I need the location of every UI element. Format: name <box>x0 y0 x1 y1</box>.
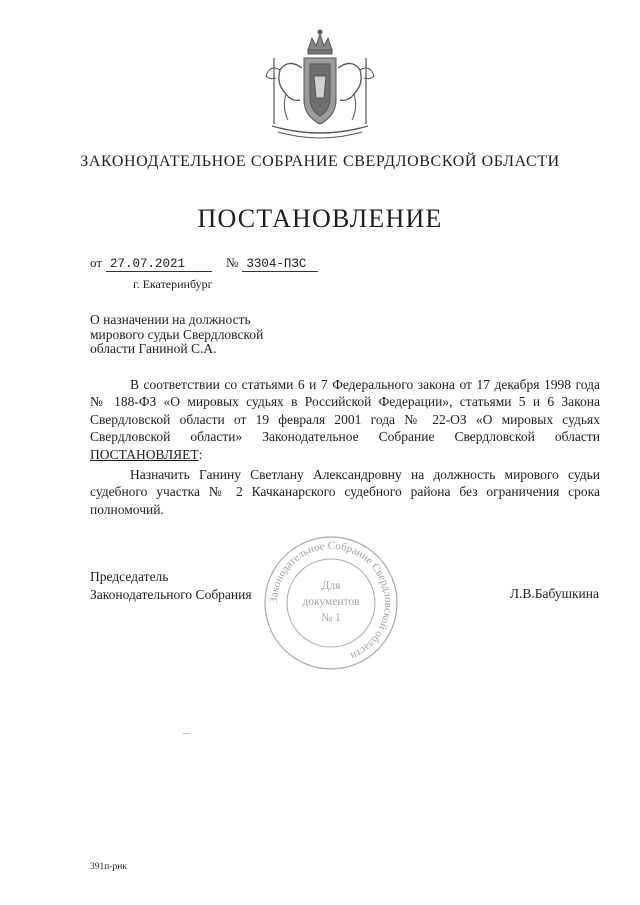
date-number-line <box>90 255 318 272</box>
city: г. Екатеринбург <box>133 277 213 291</box>
position-line: Законодательного Собрания <box>90 587 252 602</box>
resolution-paragraph: Назначить Ганину Светлану Александровну на должность мирового судьи судебного участка № 2 Качканарского судебного района без ограничения срока полномочий. <box>90 467 600 517</box>
subject-block <box>90 313 263 357</box>
official-stamp <box>262 534 400 672</box>
organization-name: ЗАКОНОДАТЕЛЬНОЕ СОБРАНИЕ СВЕРДЛОВСКОЙ ОБЛАСТИ <box>80 153 560 170</box>
subject-line: О назначении на должность <box>90 312 251 327</box>
subject-line: мирового судьи Свердловской <box>90 326 264 342</box>
resolves-keyword: ПОСТАНОВЛЯЕТ <box>90 446 199 462</box>
preamble-text: В соответствии со статьями 6 и 7 Федерального закона от 17 декабря 1998 года № 188-ФЗ «О мировых судьях в Российской Федерации», статьями 5 и 6 Закона Свердловской области от 19 февраля 2001 года № 22-ОЗ «О мировых судьях Свердловской области» Законодательное Собрание Свердловской области <box>90 377 600 445</box>
preamble-end: : <box>198 446 203 462</box>
signatory-position <box>90 568 252 604</box>
stamp-center-line: документов <box>302 596 360 608</box>
position-line: Председатель <box>90 569 169 584</box>
preamble-paragraph <box>90 376 600 463</box>
subject-line: области Ганиной С.А. <box>90 341 217 356</box>
scan-artifact <box>183 733 189 734</box>
date-label: от <box>90 255 103 270</box>
stamp-center-line: № 1 <box>321 612 341 624</box>
coat-of-arms-emblem <box>258 28 382 140</box>
number-label: № <box>226 255 239 270</box>
footer-code: 391п-рнк <box>90 862 127 872</box>
date-value: 27.07.2021 <box>106 257 212 272</box>
stamp-ring-path: Законодательное Собрание Свердловской области <box>267 539 395 662</box>
signatory-name: Л.В.Бабушкина <box>509 586 599 601</box>
document-title: ПОСТАНОВЛЕНИЕ <box>197 204 443 233</box>
stamp-center-line: Для <box>321 580 341 592</box>
number-value: 3304-ПЗС <box>242 257 318 272</box>
